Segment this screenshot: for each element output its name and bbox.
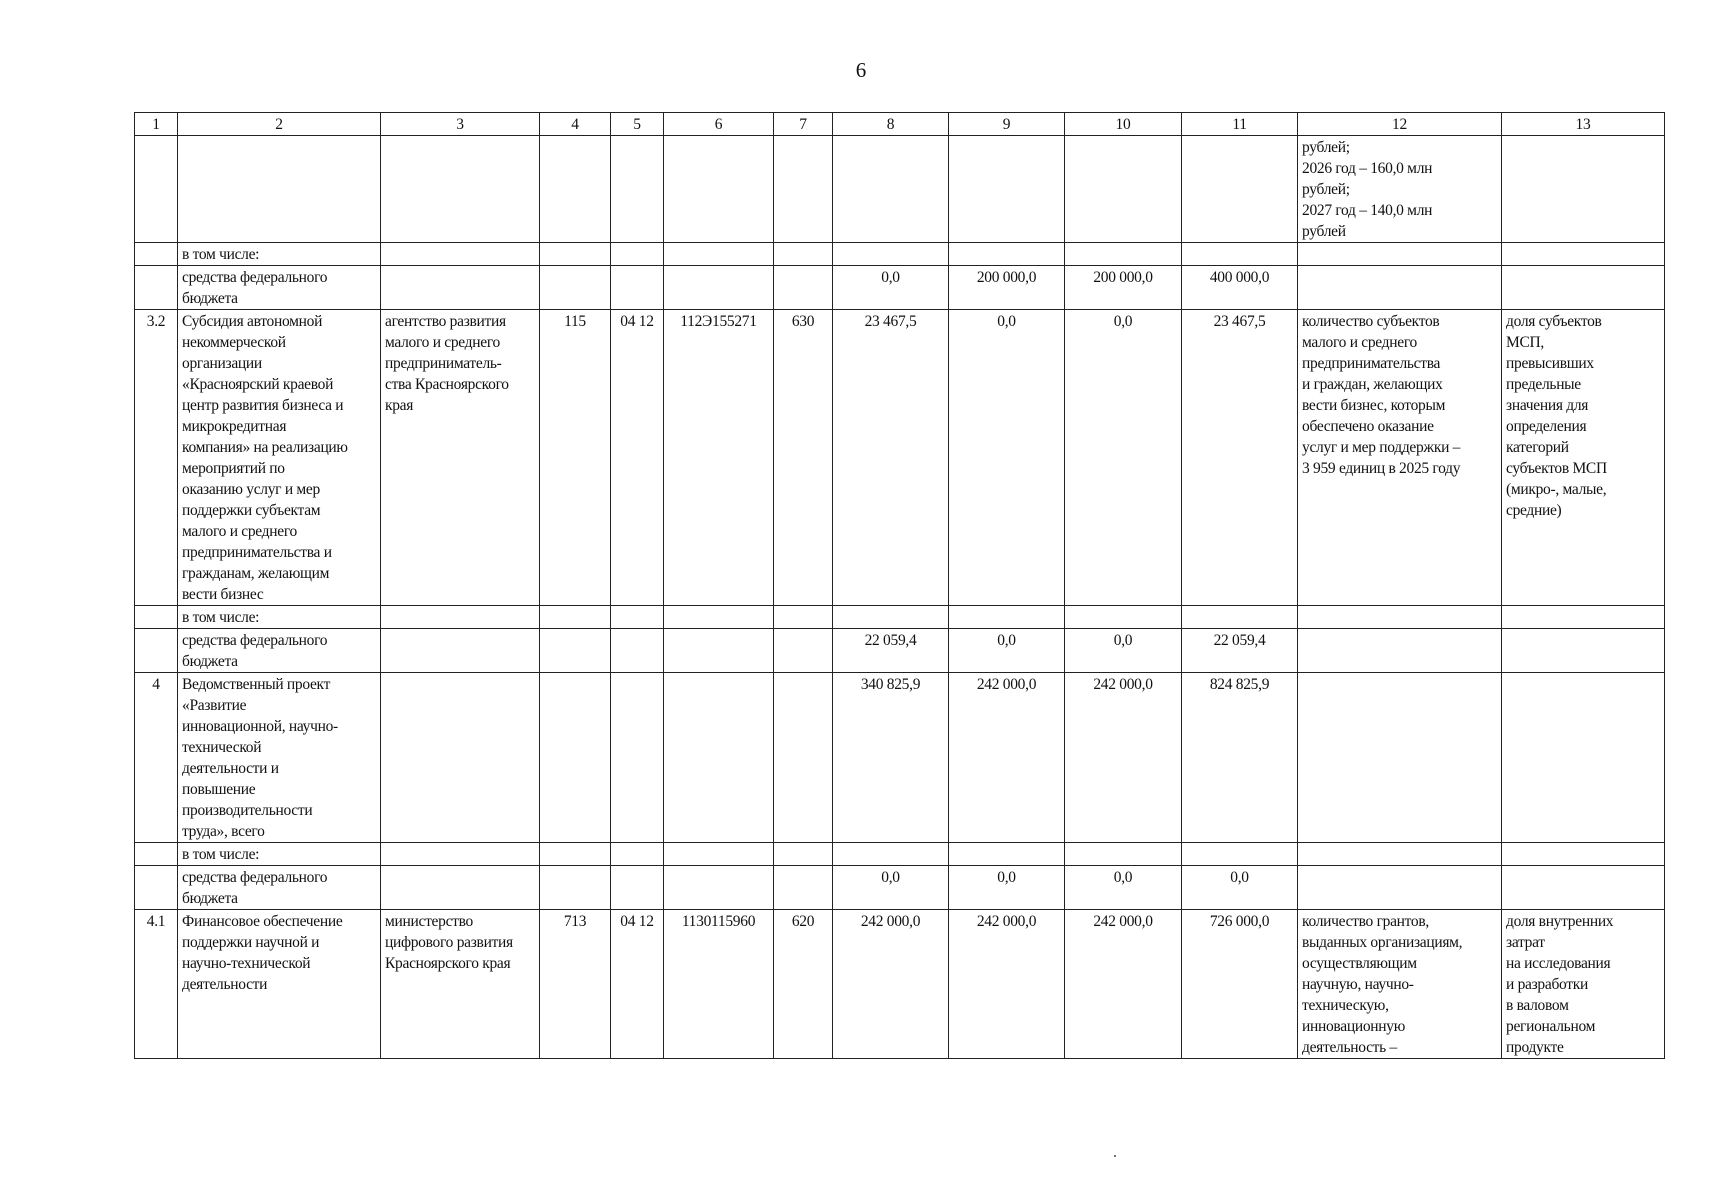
including-label: в том числе:	[178, 843, 381, 866]
column-header: 5	[611, 113, 664, 136]
amount-total: 22 059,4	[1182, 629, 1298, 673]
column-header: 11	[1182, 113, 1298, 136]
amount-2025: 0,0	[833, 266, 949, 310]
cell	[135, 606, 178, 629]
measure-name: Субсидия автономной некоммерческой организации «Красноярский краевой центр развития бизнеса и микрокредитная компания» на реализацию мероприятий по оказанию услуг и мер поддержки субъектам малого и среднего предпринимательства и гражданам, желающим вести бизнес	[178, 310, 381, 606]
including-label: в том числе:	[178, 606, 381, 629]
amount-total: 726 000,0	[1182, 910, 1298, 1059]
cell	[135, 843, 178, 866]
target-article-code: 112Э155271	[664, 310, 774, 606]
amount-2027: 0,0	[1065, 629, 1182, 673]
cell	[833, 136, 949, 243]
responsible-executor: агентство развития малого и среднего предприниматель- ства Красноярского края	[381, 310, 540, 606]
amount-2026: 242 000,0	[949, 673, 1065, 843]
federal-budget-label: средства федерального бюджета	[178, 866, 381, 910]
amount-2026: 0,0	[949, 866, 1065, 910]
table-row-federal	[135, 866, 1665, 910]
column-header: 8	[833, 113, 949, 136]
column-header: 10	[1065, 113, 1182, 136]
amount-total: 0,0	[1182, 866, 1298, 910]
column-header: 1	[135, 113, 178, 136]
cell	[774, 136, 833, 243]
column-header: 7	[774, 113, 833, 136]
amount-2025: 23 467,5	[833, 310, 949, 606]
amount-2025: 340 825,9	[833, 673, 949, 843]
target-indicator: доля субъектов МСП, превысивших предельные значения для определения категорий субъектов МСП (микро-, малые, средние)	[1502, 310, 1665, 606]
grbs-code: 713	[540, 910, 611, 1059]
target-article-code: 1130115960	[664, 910, 774, 1059]
page-number: 6	[855, 58, 867, 82]
cell	[540, 136, 611, 243]
amount-total: 23 467,5	[1182, 310, 1298, 606]
cell	[135, 266, 178, 310]
column-number-row	[135, 113, 1665, 136]
table-row-3-2	[135, 310, 1665, 606]
federal-budget-label: средства федерального бюджета	[178, 266, 381, 310]
amount-2025: 242 000,0	[833, 910, 949, 1059]
amount-2026: 242 000,0	[949, 910, 1065, 1059]
row-number: 4	[135, 673, 178, 843]
table-row-continuation	[135, 136, 1665, 243]
result-cell: рублей; 2026 год – 160,0 млн рублей; 2027 год – 140,0 млн рублей	[1298, 136, 1502, 243]
table-row-federal	[135, 266, 1665, 310]
including-label: в том числе:	[178, 243, 381, 266]
grbs-code: 115	[540, 310, 611, 606]
column-header: 9	[949, 113, 1065, 136]
table-row-including	[135, 606, 1665, 629]
amount-2026: 200 000,0	[949, 266, 1065, 310]
cell	[135, 243, 178, 266]
column-header: 2	[178, 113, 381, 136]
cell	[611, 136, 664, 243]
column-header: 4	[540, 113, 611, 136]
project-name: Ведомственный проект «Развитие инновационной, научно- технической деятельности и повышение производительности труда», всего	[178, 673, 381, 843]
cell	[381, 136, 540, 243]
cell	[1182, 136, 1298, 243]
amount-2027: 242 000,0	[1065, 673, 1182, 843]
amount-total: 400 000,0	[1182, 266, 1298, 310]
amount-2027: 200 000,0	[1065, 266, 1182, 310]
section-code: 04 12	[611, 910, 664, 1059]
cell	[135, 866, 178, 910]
expense-type-code: 620	[774, 910, 833, 1059]
responsible-executor: министерство цифрового развития Красноярского края	[381, 910, 540, 1059]
scan-speck	[1114, 1155, 1116, 1157]
cell	[1502, 136, 1665, 243]
amount-2027: 0,0	[1065, 866, 1182, 910]
target-indicator: доля внутренних затрат на исследования и разработки в валовом региональном продукте	[1502, 910, 1665, 1059]
cell	[135, 136, 178, 243]
amount-2025: 22 059,4	[833, 629, 949, 673]
expected-result: количество грантов, выданных организациям, осуществляющим научную, научно- техническую, инновационную деятельность –	[1298, 910, 1502, 1059]
table-row-4-1	[135, 910, 1665, 1059]
amount-2026: 0,0	[949, 310, 1065, 606]
table-row-including	[135, 243, 1665, 266]
cell	[178, 136, 381, 243]
table-row-including	[135, 843, 1665, 866]
table-row-4	[135, 673, 1665, 843]
amount-2026: 0,0	[949, 629, 1065, 673]
amount-2027: 242 000,0	[1065, 910, 1182, 1059]
column-header: 3	[381, 113, 540, 136]
measure-name: Финансовое обеспечение поддержки научной и научно-технической деятельности	[178, 910, 381, 1059]
cell	[949, 136, 1065, 243]
table-row-federal	[135, 629, 1665, 673]
amount-2027: 0,0	[1065, 310, 1182, 606]
expected-result: количество субъектов малого и среднего предпринимательства и граждан, желающих вести бизнес, которым обеспечено оказание услуг и мер поддержки – 3 959 единиц в 2025 году	[1298, 310, 1502, 606]
amount-2025: 0,0	[833, 866, 949, 910]
column-header: 6	[664, 113, 774, 136]
budget-table	[134, 112, 1665, 1059]
section-code: 04 12	[611, 310, 664, 606]
row-number: 3.2	[135, 310, 178, 606]
column-header: 12	[1298, 113, 1502, 136]
expense-type-code: 630	[774, 310, 833, 606]
amount-total: 824 825,9	[1182, 673, 1298, 843]
row-number: 4.1	[135, 910, 178, 1059]
cell	[664, 136, 774, 243]
federal-budget-label: средства федерального бюджета	[178, 629, 381, 673]
cell	[135, 629, 178, 673]
column-header: 13	[1502, 113, 1665, 136]
cell	[1065, 136, 1182, 243]
